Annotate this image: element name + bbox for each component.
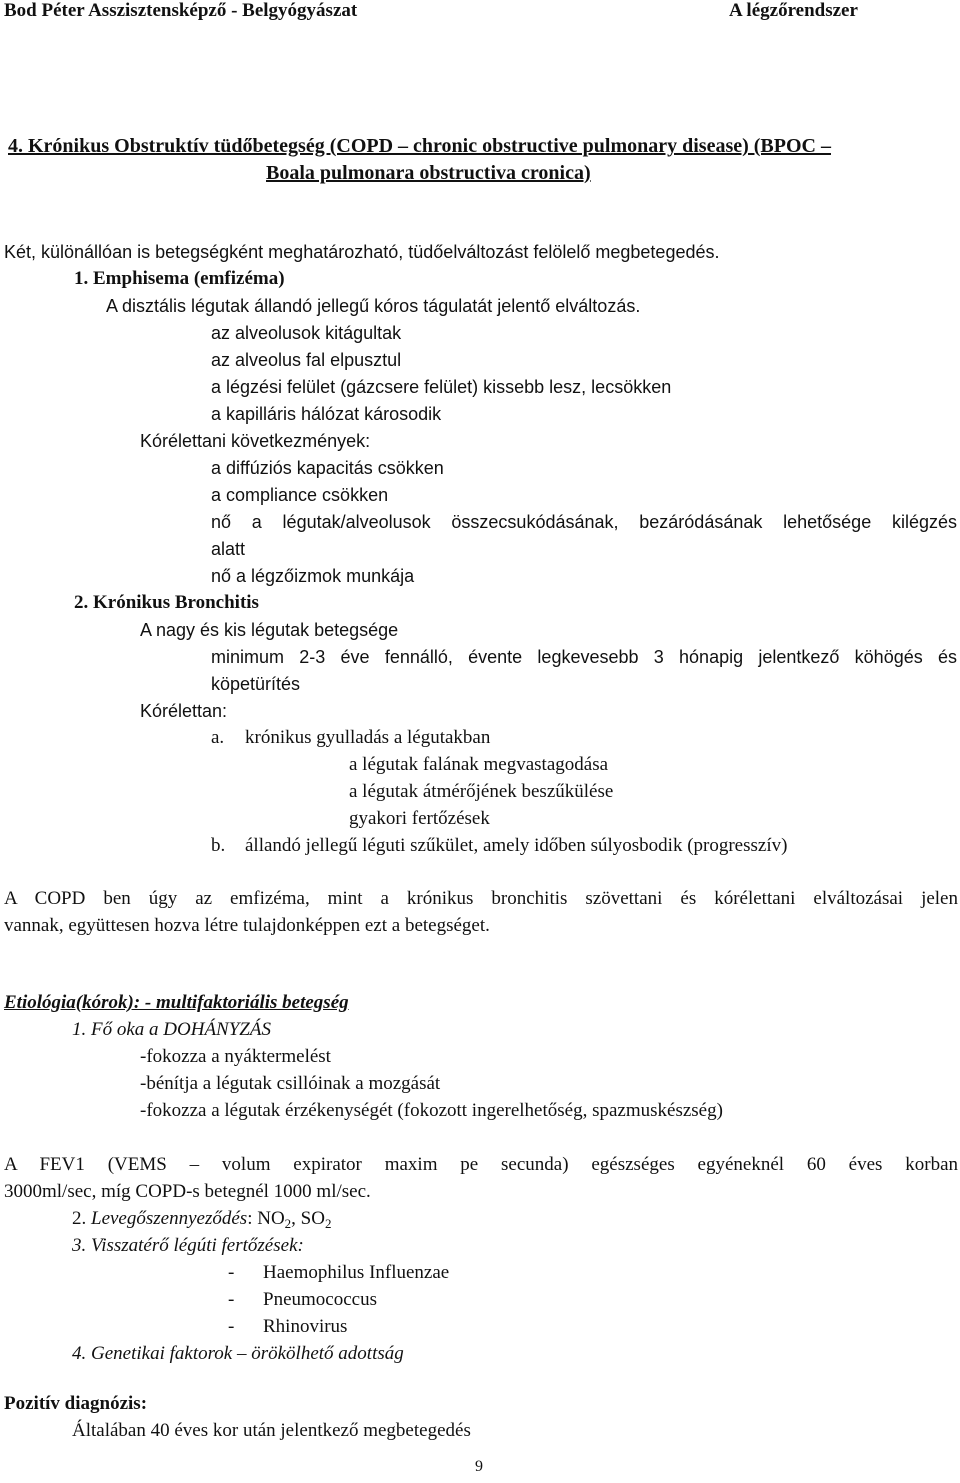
cause-number: 2.: [72, 1208, 87, 1229]
header-right: A légzőrendszer: [729, 0, 858, 21]
pathophysiology-subitem: gyakori fertőzések: [349, 808, 490, 829]
bronchitis-heading: 2. Krónikus Bronchitis: [74, 592, 259, 613]
pathophysiology-item-a: krónikus gyulladás a légutakban: [245, 727, 491, 748]
pollution-separator: : NO: [247, 1208, 285, 1229]
pathogen-item: Haemophilus Influenzae: [263, 1262, 450, 1283]
pathophysiology-label: Kórélettan:: [140, 701, 228, 721]
list-dash: -: [228, 1289, 235, 1310]
etiology-heading: Etiológia(kórok): - multifaktoriális betegség: [4, 992, 349, 1013]
page-header: [0, 0, 960, 24]
pathophysiology-subitem: a légutak átmérőjének beszűkülése: [349, 781, 614, 802]
section-title-line1: 4. Krónikus Obstruktív tüdőbetegség (COPD – chronic obstructive pulmonary disease) (BPOC –: [8, 135, 831, 157]
bronchitis-definition: A nagy és kis légutak betegsége: [140, 620, 399, 640]
emphisema-item: a légzési felület (gázcsere felület) kissebb lesz, lecsökken: [211, 377, 672, 397]
cause-genetic: 4. Genetikai faktorok – örökölhető adottság: [72, 1343, 404, 1364]
smoking-effect: -bénítja a légutak csillóinak a mozgását: [140, 1073, 441, 1094]
pollution-label: Levegőszennyeződés: [91, 1208, 248, 1229]
pollution-mid: , SO: [291, 1208, 325, 1229]
smoking-effect: -fokozza a légutak érzékenységét (fokozott ingerelhetőség, spazmuskészség): [140, 1100, 723, 1121]
consequence-item: a diffúziós kapacitás csökken: [211, 458, 444, 478]
smoking-effect: -fokozza a nyáktermelést: [140, 1046, 331, 1067]
list-dash: -: [228, 1316, 235, 1337]
subscript: 2: [284, 1216, 292, 1231]
fev1-line: 3000ml/sec, míg COPD-s betegnél 1000 ml/sec.: [4, 1181, 371, 1202]
pathogen-item: Pneumococcus: [263, 1289, 377, 1310]
cause-smoking: 1. Fő oka a DOHÁNYZÁS: [72, 1019, 271, 1040]
consequence-item: nő a légzőizmok munkája: [211, 566, 415, 586]
cause-pollution: [72, 1208, 331, 1230]
consequence-item: a compliance csökken: [211, 485, 389, 505]
bronchitis-criteria-continuation: köpetürítés: [211, 674, 301, 694]
emphisema-item: az alveolusok kitágultak: [211, 323, 402, 343]
pathogen-item: Rhinovirus: [263, 1316, 348, 1337]
emphisema-item: a kapilláris hálózat károsodik: [211, 404, 442, 424]
pathophysiology-item-b: állandó jellegű léguti szűkület, amely időben súlyosbodik (progresszív): [245, 835, 788, 856]
list-dash: -: [228, 1262, 235, 1283]
consequence-item-continuation: alatt: [211, 539, 246, 559]
section-title-line2: Boala pulmonara obstructiva cronica): [266, 162, 591, 184]
list-marker: b.: [211, 835, 226, 856]
fev1-line: A FEV1 (VEMS – volum expirator maxim pe secunda) egészséges egyéneknél 60 éves korban: [4, 1154, 958, 1175]
emphisema-definition: A disztális légutak állandó jellegű kóros tágulatát jelentő elváltozás.: [106, 296, 641, 316]
intro-text: Két, különállóan is betegségként meghatározható, tüdőelváltozást felölelő megbetegedés.: [4, 242, 720, 262]
diagnosis-heading: Pozitív diagnózis:: [4, 1393, 148, 1414]
page-number: 9: [475, 1458, 483, 1475]
list-marker: a.: [211, 727, 225, 748]
consequence-item: nő a légutak/alveolusok összecsukódásának, bezáródásának lehetősége kilégzés: [211, 512, 957, 532]
cause-infections: 3. Visszatérő légúti fertőzések:: [72, 1235, 304, 1256]
subscript: 2: [324, 1216, 332, 1231]
diagnosis-text: Általában 40 éves kor után jelentkező megbetegedés: [72, 1420, 471, 1441]
consequences-label: Kórélettani következmények:: [140, 431, 371, 451]
pathophysiology-subitem: a légutak falának megvastagodása: [349, 754, 609, 775]
bronchitis-criteria: minimum 2-3 éve fennálló, évente legkevesebb 3 hónapig jelentkező köhögés és: [211, 647, 957, 667]
summary-line: vannak, együttesen hozva létre tulajdonképpen ezt a betegséget.: [4, 915, 490, 936]
header-left: Bod Péter Asszisztensképző - Belgyógyászat: [4, 0, 358, 21]
summary-line: A COPD ben úgy az emfizéma, mint a krónikus bronchitis szövettani és kórélettani elváltozásai jelen: [4, 888, 958, 909]
emphisema-item: az alveolus fal elpusztul: [211, 350, 402, 370]
emphisema-heading: 1. Emphisema (emfizéma): [74, 268, 285, 289]
